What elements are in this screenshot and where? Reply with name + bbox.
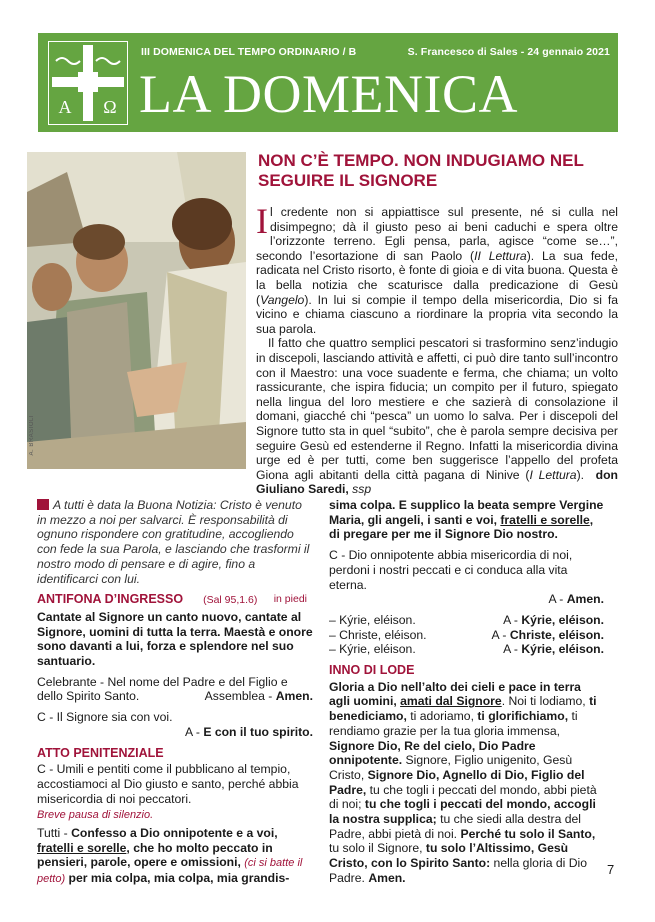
antifona-reference: (Sal 95,1.6): [203, 594, 258, 607]
page-number: 7: [607, 862, 615, 877]
introduction: A tutti è data la Buona Notizia: Cristo è venuto in mezzo a noi per salvarci. È responsabilità di ognuno rispondere con gratitudine, accogliendo con fede la sua Parola, e lasciando che trasformi il nostro modo di pensare e di agire, fino a identificarci con lui.: [37, 498, 310, 586]
editorial-paragraph-1: Il credente non si appiattisce sul presente, né si culla nel disimpegno; dà il giusto peso ai beni caduchi e spera oltre l’orizzonte terreno. Egli pensa, parla, agisce “come se…”, secondo l’esortazione di san Paolo (II Lettura). La sua fede, radicata nel Cristo risorto, è fonte di gioia e di vita buona. Questa è la bella notizia che scaturisce dalla predicazione di Gesù (Vangelo). In lui si compie il tempo della misericordia, Dio si fa vicino e chiama ciascuno a riordinare la propria vita secondo la sua parola.: [256, 201, 618, 336]
inno-heading: INNO DI LODE: [329, 663, 415, 678]
cross-alpha-omega-logo-icon: [48, 41, 128, 125]
masthead-banner: [38, 33, 618, 132]
logo-omega: Ω: [103, 97, 117, 117]
date-line: S. Francesco di Sales - 24 gennaio 2021: [407, 46, 610, 58]
posture-note: in piedi: [273, 593, 307, 606]
celebrant-salutation: C - Il Signore sia con voi.: [37, 710, 173, 725]
editorial-headline: NON C’È TEMPO. NON INDUGIAMO NEL SEGUIRE IL SIGNORE: [258, 151, 584, 190]
editorial-paragraph-2: Il fatto che quattro semplici pescatori si trasformino senz’indugio in discepoli, lasciando attività e affetti, ci può dire tanto sull’incontro con il Maestro: una voce suadente e ferma, che chiama; un volto rassicurante, che ispira fiducia; un compito per il futuro, spiegato nella lingua del loro mestiere e che sazierà di consolazione il domani, giacché chi “pesca” un uomo lo salva. Per i discepoli del Signore tutto sta in quel “subito”, che è parola sempre decisiva per seguire Gesù ed estenderne il Regno. Infatti la misericordia divina urge ed è per tutti, come ben suggerisce l’appello del profeta Giona agli abitanti della città pagana di Ninive (I Lettura). don Giuliano Saredi, ssp: [256, 336, 618, 497]
celebrant-greeting: Celebrante - Nel nome del Padre e del Figlio e dello Spirito Santo. Assemblea - Amen.: [37, 674, 313, 704]
liturgy-right-column: [329, 498, 604, 892]
absolution: C - Dio onnipotente abbia misericordia di noi, perdoni i nostri peccati e ci conduca alla vita eterna.: [329, 548, 573, 592]
author-name: don Giuliano Saredi,: [256, 467, 618, 497]
confiteor: Tutti - Confesso a Dio onnipotente e a voi, fratelli e sorelle, che ho molto peccato in pensieri, parole, opere e omissioni, (ci si batte il petto) per mia colpa, mia colpa, mia grandis-: [37, 826, 303, 886]
liturgy-left-column: [37, 498, 313, 893]
gloria-text: Gloria a Dio nell’alto dei cieli e pace in terra agli uomini, amati dal Signore. Noi ti lodiamo, ti benediciamo, ti adoriamo, ti glorifichiamo, ti rendiamo grazie per la tua gloria immensa, Signore Dio, Re del cielo, Dio Padre onnipotente. Signore, Figlio unigenito, Gesù Cristo, Signore Dio, Agnello di Dio, Figlio del Padre, tu che togli i peccati del mondo, abbi pietà di noi; tu che togli i peccati del mondo, accogli la nostra supplica; tu che siedi alla destra del Padre, abbi pietà di noi. Perché tu solo il Santo, tu solo il Signore, tu solo l’Altissimo, Gesù Cristo, con lo Spirito Santo: nella gloria di Dio Padre. Amen.: [329, 679, 597, 885]
antifona-heading: ANTIFONA D’INGRESSO (Sal 95,1.6) in piedi: [37, 592, 307, 607]
kyrie-row: – Kýrie, eléison. A - Kýrie, eléison.: [329, 612, 604, 627]
masthead-title: LA DOMENICA: [139, 64, 518, 124]
jesus-calling-fishermen-illustration: [27, 152, 246, 469]
illustration-credit: A. BRASIOLI: [29, 415, 35, 456]
author-order: ssp: [352, 482, 372, 497]
kyrie-row: – Kýrie, eléison. A - Kýrie, eléison.: [329, 642, 604, 657]
silence-rubric: Breve pausa di silenzio.: [37, 809, 154, 822]
antifona-text: Cantate al Signore un canto nuovo, cantate al Signore, uomini di tutta la terra. Maestà e onore sono davanti a lui, forza e splendore nel suo santuario.: [37, 609, 313, 669]
liturgical-day: III DOMENICA DEL TEMPO ORDINARIO / B: [141, 46, 357, 58]
absolution-response: A - Amen.: [548, 592, 604, 607]
drop-cap: I: [256, 201, 268, 241]
atto-penitenziale-heading: ATTO PENITENZIALE: [37, 745, 164, 760]
atto-invitation: C - Umili e pentiti come il pubblicano al tempio, accostiamoci al Dio giusto e santo, perché abbia misericordia di noi peccatori.: [37, 762, 299, 806]
christe-row: – Christe, eléison. A - Christe, eléison.: [329, 627, 604, 642]
assembly-response: A - E con il tuo spirito.: [185, 724, 313, 739]
logo-alpha: A: [58, 97, 72, 117]
confiteor-continued: sima colpa. E supplico la beata sempre Vergine Maria, gli angeli, i santi e voi, fratelli e sorelle, di pregare per me il Signore Dio nostro.: [329, 498, 604, 542]
section-square-icon: [37, 499, 49, 510]
editorial-body: [256, 201, 618, 497]
